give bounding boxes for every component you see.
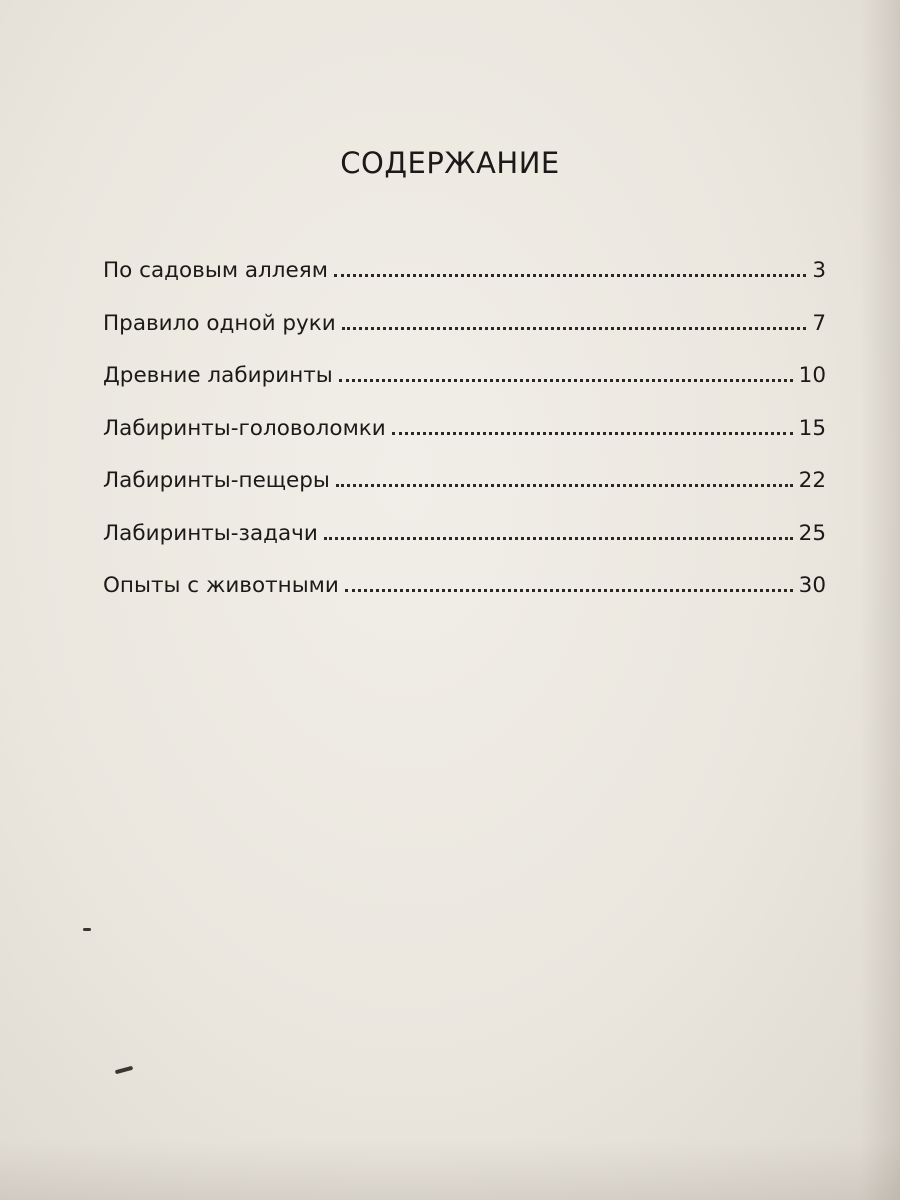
toc-entry-label: Лабиринты-пещеры	[103, 468, 330, 493]
dot-leader	[339, 379, 793, 382]
dot-leader	[342, 327, 807, 330]
page-edge-shadow	[860, 0, 900, 1200]
print-speck	[83, 928, 91, 931]
dot-leader	[392, 432, 793, 435]
toc-entry-label: Древние лабиринты	[103, 363, 333, 388]
page-title: СОДЕРЖАНИЕ	[340, 146, 560, 180]
print-speck	[115, 1066, 133, 1075]
page-bottom-shadow	[0, 1140, 900, 1200]
dot-leader	[336, 484, 793, 487]
toc-entry-page: 10	[798, 363, 826, 388]
toc-entry	[103, 311, 826, 364]
toc-entry-page: 30	[798, 573, 826, 598]
toc-entry	[103, 468, 826, 521]
dot-leader	[324, 537, 793, 540]
toc-entry-label: Лабиринты-головоломки	[103, 415, 386, 441]
toc-entry	[103, 363, 826, 416]
table-of-contents	[103, 258, 826, 626]
toc-entry-page: 25	[798, 520, 826, 546]
toc-entry-page: 15	[798, 415, 826, 441]
toc-entry-page: 3	[812, 258, 826, 283]
toc-entry	[103, 573, 826, 626]
toc-entry-label: Правило одной руки	[103, 310, 336, 336]
toc-entry-label: Опыты с животными	[103, 573, 339, 598]
dot-leader	[345, 589, 793, 592]
toc-entry	[103, 416, 826, 469]
dot-leader	[334, 274, 806, 277]
toc-entry-page: 7	[812, 310, 826, 336]
toc-entry	[103, 521, 826, 574]
toc-entry-label: Лабиринты-задачи	[103, 520, 318, 546]
toc-entry-label: По садовым аллеям	[103, 258, 328, 283]
toc-entry	[103, 258, 826, 311]
toc-entry-page: 22	[798, 468, 826, 493]
